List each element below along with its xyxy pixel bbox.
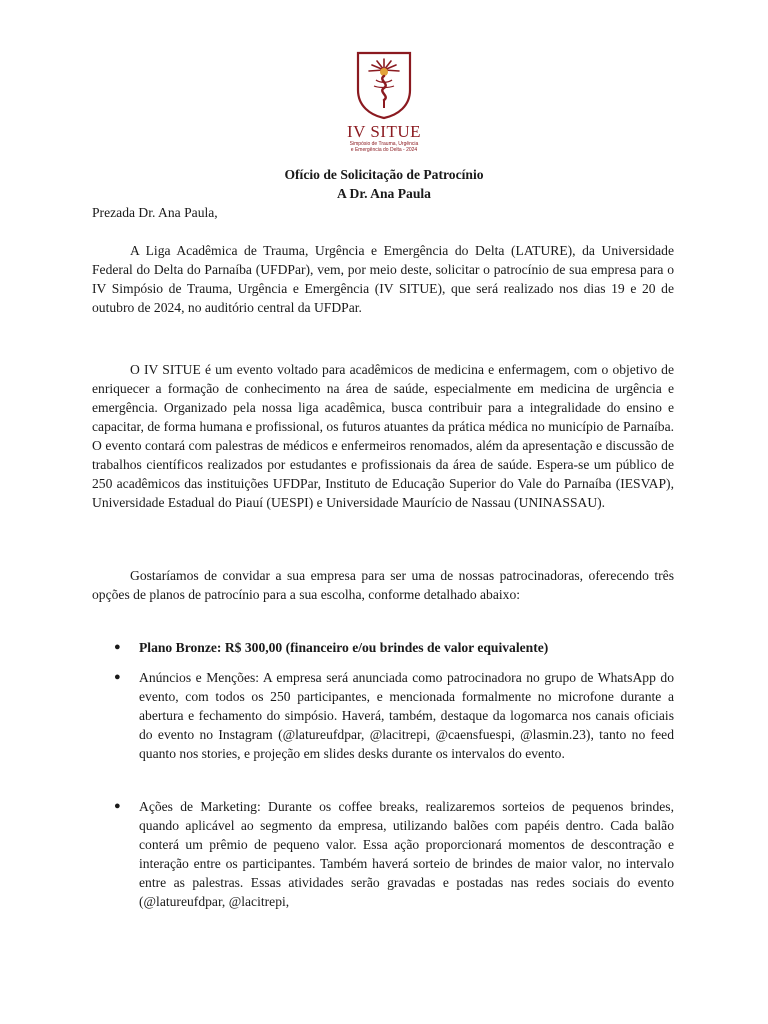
list-item-text: Anúncios e Menções: A empresa será anunciada como patrocinadora no grupo de WhatsApp do evento, com todos os 250 participantes, e mencionada formalmente no microfone durante a abertura e fechamento do simpósio. Haverá, também, destaque da logomarca nos canais oficiais do evento no Instagram (@latureufdpar, @lacitrepi, @caensfuespi, @lasmin.23), tanto no feed quanto nos stories, e projeção em slides desks durante os intervalos do evento. bbox=[139, 670, 674, 761]
list-item-text: Plano Bronze: R$ 300,00 (financeiro e/ou brindes de valor equivalente) bbox=[139, 640, 549, 655]
document-addressee: A Dr. Ana Paula bbox=[337, 186, 431, 201]
logo-subtitle-line1: Simpósio de Trauma, Urgência bbox=[349, 141, 419, 147]
list-item-text: Ações de Marketing: Durante os coffee breaks, realizaremos sorteios de pequenos brindes, quando aplicável ao segmento da empresa, utilizando balões com papéis dentro. Cada balão conterá um prêmio de pequeno valor. Essa ação proporcionará momentos de descontração e interação entre os participantes. Também haverá sorteio de brindes de maior valor, no intervalo entre as palestras. Essas atividades serão gravadas e postadas nas redes sociais do evento (@latureufdpar, @lacitrepi, bbox=[139, 799, 674, 909]
paragraph-event-description bbox=[92, 360, 674, 512]
document-title: Ofício de Solicitação de Patrocínio bbox=[284, 167, 484, 182]
list-item-marketing bbox=[92, 797, 674, 911]
bullet-icon: ● bbox=[114, 641, 121, 653]
event-logo bbox=[0, 50, 768, 153]
paragraph-intro bbox=[92, 241, 674, 317]
bullet-icon: ● bbox=[114, 671, 121, 683]
paragraph-text: A Liga Acadêmica de Trauma, Urgência e Emergência do Delta (LATURE), da Universidade Federal do Delta do Parnaíba (UFDPar), vem, por meio deste, solicitar o patrocínio de sua empresa para o IV Simpósio de Trauma, Urgência e Emergência (IV SITUE), que será realizado nos dias 19 e 20 de outubro de 2024, no auditório central da UFDPar. bbox=[92, 243, 674, 315]
paragraph-text: O IV SITUE é um evento voltado para acadêmicos de medicina e enfermagem, com o objetivo de enriquecer a formação de conhecimento na área de saúde, especialmente em medicina de urgência e emergência. Organizado pela nossa liga acadêmica, busca contribuir para a integralidade do ensino e capacitar, de forma humana e profissional, os futuros atuantes da prática médica no município de Parnaíba. O evento contará com palestras de médicos e enfermeiros renomados, além da apresentação e discussão de trabalhos científicos realizados por estudantes e profissionais da área de saúde. Espera-se um público de 250 acadêmicos das instituições UFDPar, Instituto de Educação Superior do Vale do Parnaíba (IESVAP), Universidade Estadual do Piauí (UESPI) e Universidade Maurício de Nassau (UNINASSAU). bbox=[92, 362, 674, 510]
paragraph-invitation bbox=[92, 566, 674, 604]
bullet-icon: ● bbox=[114, 800, 121, 812]
shield-emblem-icon bbox=[354, 50, 414, 120]
greeting-text: Prezada Dr. Ana Paula, bbox=[92, 205, 218, 220]
logo-title: IV SITUE bbox=[346, 122, 422, 141]
greeting bbox=[92, 203, 674, 222]
list-item-plan-bronze bbox=[92, 638, 674, 657]
paragraph-text: Gostaríamos de convidar a sua empresa para ser uma de nossas patrocinadoras, oferecendo três opções de planos de patrocínio para a sua escolha, conforme detalhado abaixo: bbox=[92, 568, 674, 602]
logo-subtitle-line2: e Emergência do Delta - 2024 bbox=[350, 147, 418, 153]
list-item-announcements bbox=[92, 668, 674, 763]
